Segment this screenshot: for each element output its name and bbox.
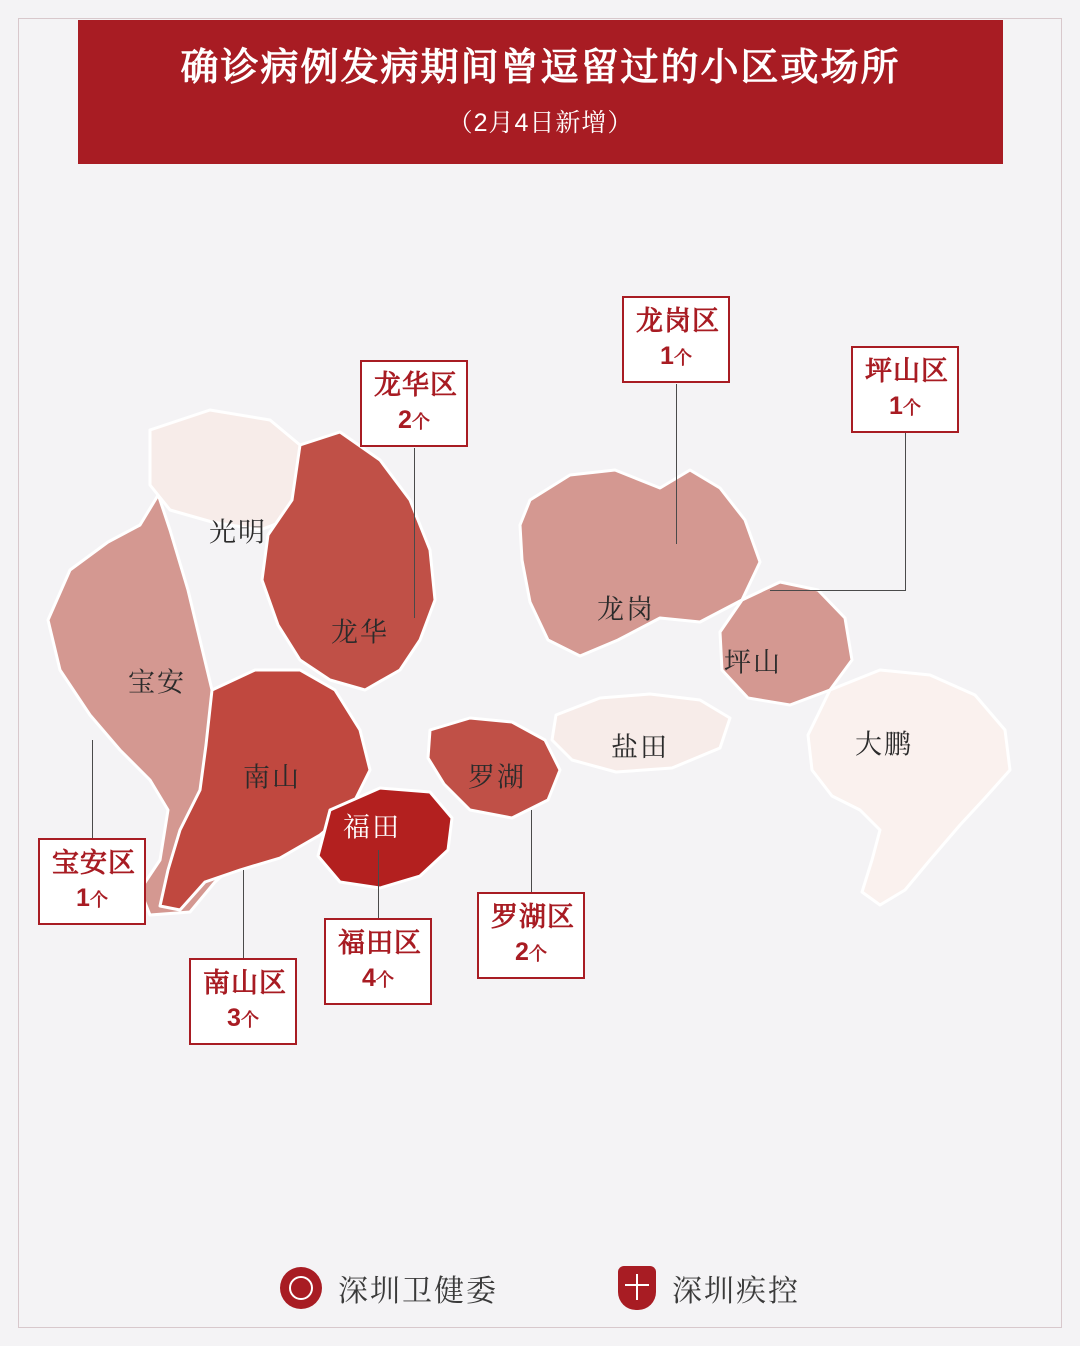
leader-line-baoan — [92, 740, 93, 840]
callout-luohu-count: 2个 — [515, 938, 547, 967]
callout-pingshan[interactable] — [851, 346, 959, 433]
callout-nanshan-name: 南山区 — [203, 968, 287, 998]
district-shape-dapeng — [808, 670, 1010, 905]
callout-nanshan[interactable] — [189, 958, 297, 1045]
leader-line-pingshan-h — [770, 590, 906, 591]
district-label-longgang: 龙岗 — [597, 594, 655, 625]
callout-baoan-count: 1个 — [76, 884, 108, 913]
callout-pingshan-count: 1个 — [889, 392, 921, 421]
header-banner — [78, 20, 1003, 164]
page-subtitle: （2月4日新增） — [447, 108, 634, 137]
seal-icon — [280, 1267, 322, 1309]
callout-futian-count: 4个 — [362, 964, 394, 993]
callout-luohu[interactable] — [477, 892, 585, 979]
district-label-nanshan: 南山 — [243, 762, 301, 793]
callout-baoan-name: 宝安区 — [52, 848, 136, 878]
district-label-dapeng: 大鹏 — [855, 729, 913, 760]
callout-longhua-count: 2个 — [398, 406, 430, 435]
callout-luohu-name: 罗湖区 — [491, 902, 575, 932]
footer-item-weijianwei — [280, 1266, 498, 1310]
callout-longhua[interactable] — [360, 360, 468, 447]
leader-line-luohu — [531, 810, 532, 895]
page-title: 确诊病例发病期间曾逗留过的小区或场所 — [180, 47, 901, 90]
callout-longgang[interactable] — [622, 296, 730, 383]
footer-item-jikong — [618, 1266, 800, 1310]
district-label-guangming: 光明 — [209, 517, 267, 548]
leader-line-longgang — [676, 384, 677, 544]
leader-line-pingshan-v — [905, 430, 906, 590]
shield-icon — [618, 1266, 656, 1310]
callout-longhua-name: 龙华区 — [374, 370, 458, 400]
callout-pingshan-name: 坪山区 — [865, 356, 949, 386]
callout-nanshan-count: 3个 — [227, 1004, 259, 1033]
leader-line-futian — [378, 850, 379, 920]
callout-futian-name: 福田区 — [338, 928, 422, 958]
district-label-pingshan: 坪山 — [724, 647, 782, 678]
callout-longgang-count: 1个 — [660, 342, 692, 371]
leader-line-longhua — [414, 448, 415, 618]
footer-label-weijianwei: 深圳卫健委 — [338, 1275, 498, 1308]
district-label-yantian: 盐田 — [611, 732, 669, 763]
leader-line-nanshan — [243, 870, 244, 960]
map-shapes — [0, 170, 1080, 1250]
footer — [0, 1266, 1080, 1310]
district-label-futian: 福田 — [343, 812, 401, 843]
district-label-baoan: 宝安 — [128, 667, 186, 698]
footer-label-jikong: 深圳疾控 — [672, 1275, 800, 1308]
callout-longgang-name: 龙岗区 — [636, 306, 720, 336]
district-label-longhua: 龙华 — [331, 617, 389, 648]
shenzhen-district-map — [0, 170, 1080, 1250]
district-label-luohu: 罗湖 — [468, 762, 526, 793]
callout-baoan[interactable] — [38, 838, 146, 925]
callout-futian[interactable] — [324, 918, 432, 1005]
